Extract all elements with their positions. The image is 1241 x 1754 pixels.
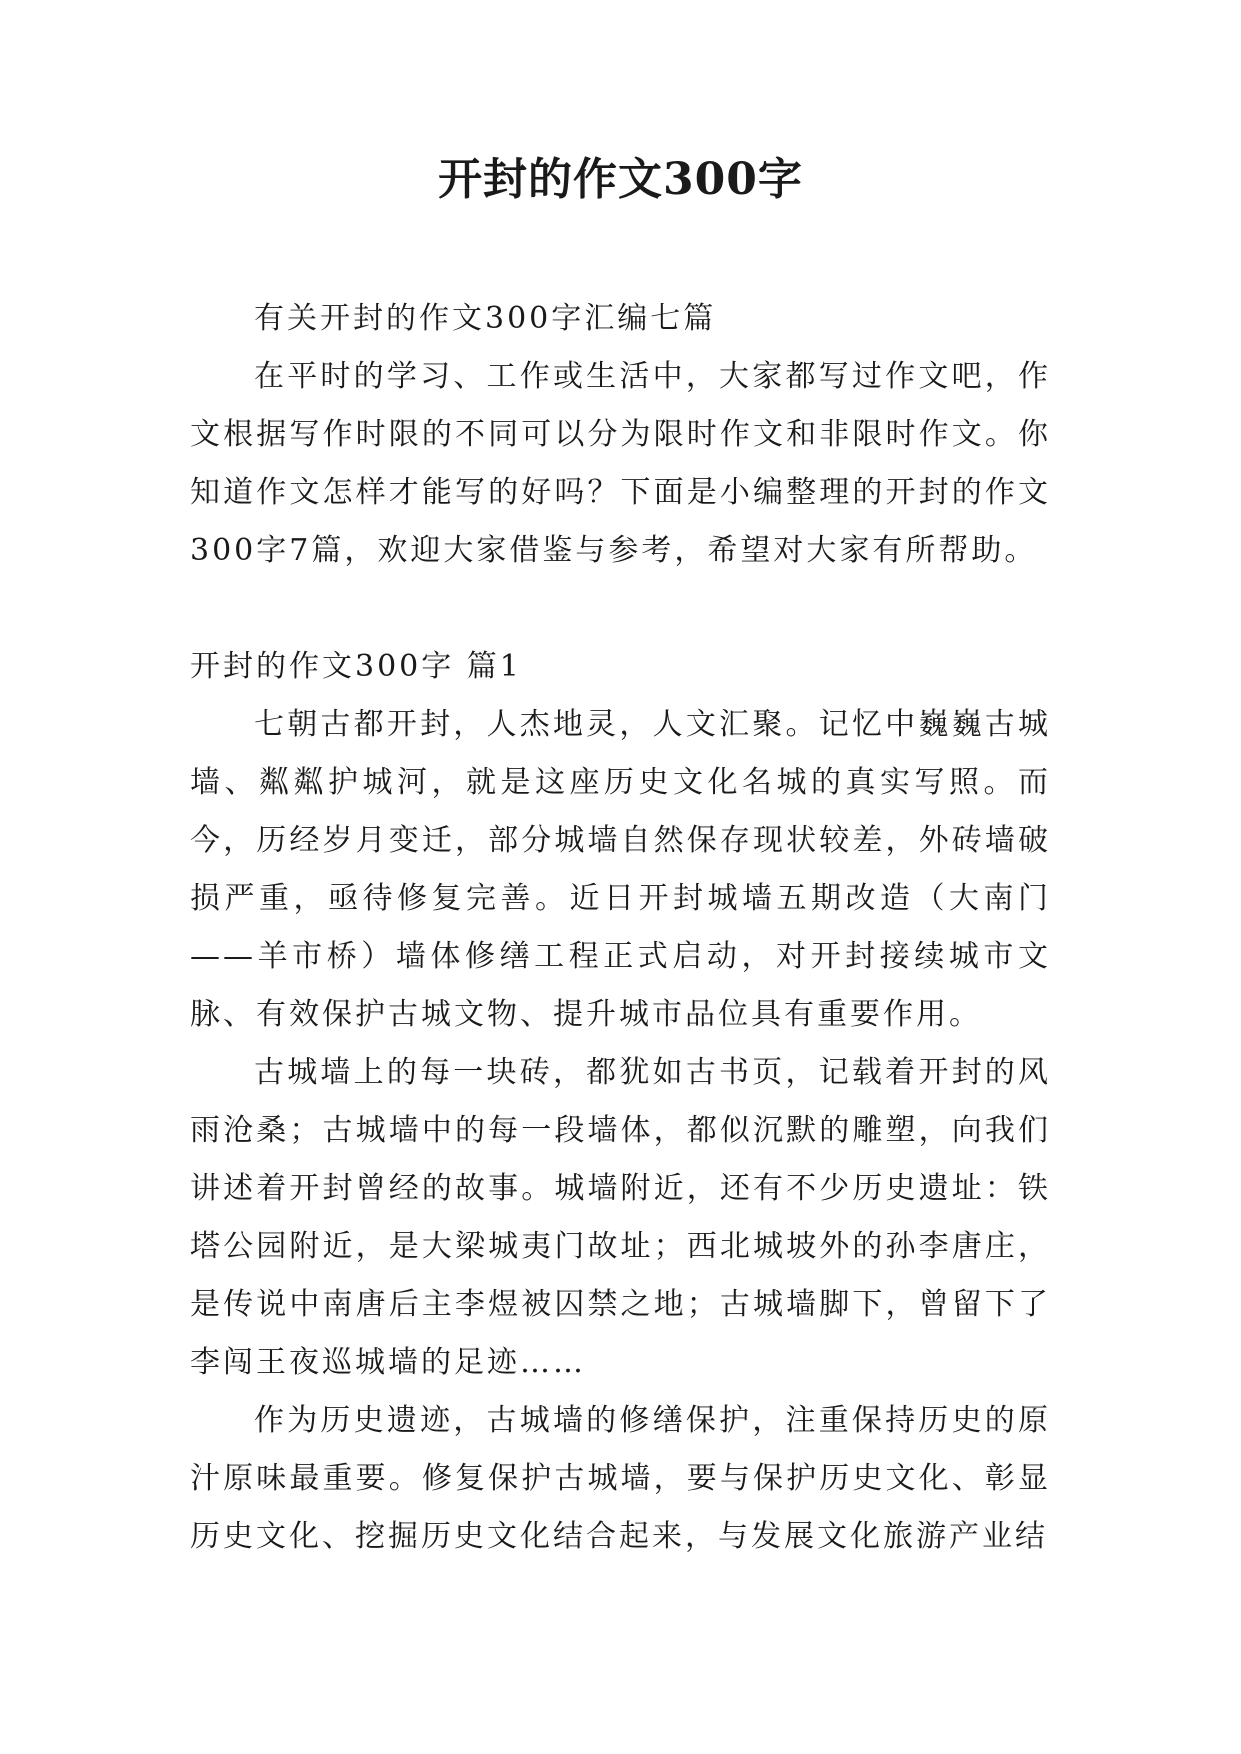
document-title: 开封的作文300字 (438, 154, 803, 205)
body-paragraph: 七朝古都开封，人杰地灵，人文汇聚。记忆中巍巍古城墙、粼粼护城河，就是这座历史文化名城的真实写照。而今，历经岁月变迁，部分城墙自然保存现状较差，外砖墙破损严重，亟待修复完善。近日开封城墙五期改造（大南门——羊市桥）墙体修缮工程正式启动，对开封接续城市文脉、有效保护古城文物、提升城市品位具有重要作用。 (190, 707, 1051, 1032)
body-paragraph: 作为历史遗迹，古城墙的修缮保护，注重保持历史的原汁原味最重要。修复保护古城墙，要与保护历史文化、彰显历史文化、挖掘历史文化结合起来，与发展文化旅游产业结 (190, 1403, 1051, 1554)
body-paragraph: 古城墙上的每一块砖，都犹如古书页，记载着开封的风雨沧桑；古城墙中的每一段墙体，都似沉默的雕塑，向我们讲述着开封曾经的故事。城墙附近，还有不少历史遗址：铁塔公园附近，是大梁城夷门故址；西北城坡外的孙李唐庄，是传说中南唐后主李煜被囚禁之地；古城墙脚下，曾留下了李闯王夜巡城墙的足迹…… (190, 1055, 1051, 1380)
document-body (190, 290, 1051, 1566)
intro-paragraph: 在平时的学习、工作或生活中，大家都写过作文吧，作文根据写作时限的不同可以分为限时作文和非限时作文。你知道作文怎样才能写的好吗？下面是小编整理的开封的作文300字7篇，欢迎大家借鉴与参考，希望对大家有所帮助。 (190, 359, 1051, 568)
document-subtitle: 有关开封的作文300字汇编七篇 (254, 301, 717, 336)
section-heading: 开封的作文300字 篇1 (190, 649, 522, 684)
